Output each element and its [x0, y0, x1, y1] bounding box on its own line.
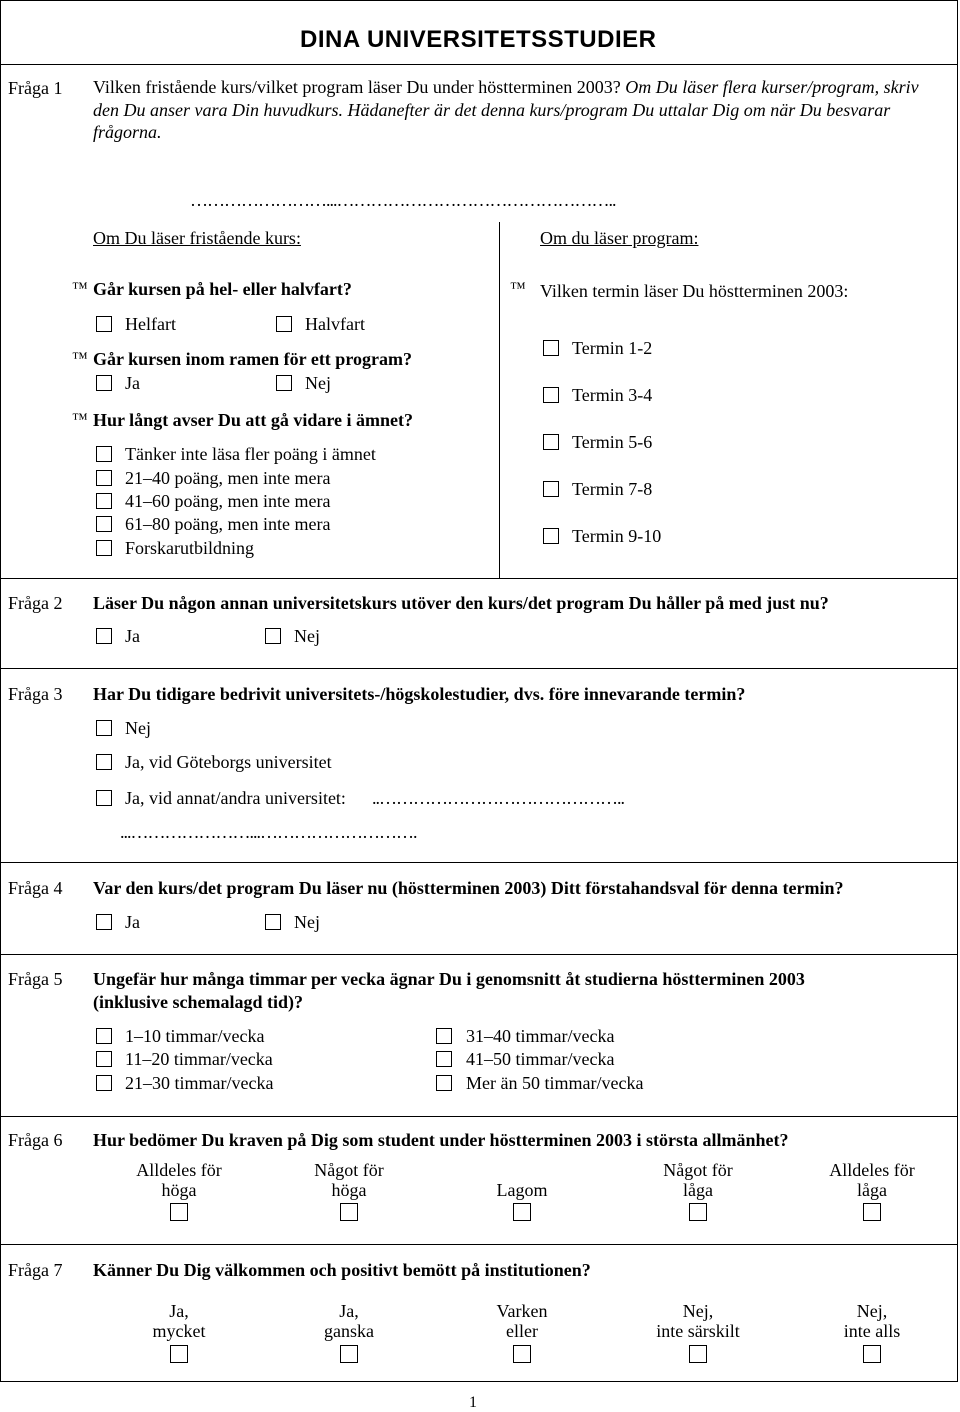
checkbox-term-1[interactable] — [543, 387, 559, 403]
q1-answer-line[interactable]: ……………………...………………………………………….. — [190, 190, 616, 210]
q6-label-3 — [623, 1161, 773, 1201]
q1-text-instruction: Om Du läser flera kurser/program, skriv den Du anser vara Din huvudkurs. Hädanefter är det denna kurs/program Du uttalar Dig om när Du besvarar frågorna. — [93, 77, 919, 142]
divider — [0, 1244, 958, 1245]
q2-number: Fråga 2 — [8, 593, 63, 613]
page-title: DINA UNIVERSITETSSTUDIER — [300, 26, 657, 53]
checkbox-continue-4[interactable] — [96, 540, 112, 556]
divider — [0, 1116, 958, 1117]
option-q5-0: 1–10 timmar/vecka — [125, 1026, 265, 1046]
checkbox-q3-other[interactable] — [96, 790, 112, 806]
checkbox-q4-nej[interactable] — [265, 914, 281, 930]
option-term-0: Termin 1-2 — [572, 338, 653, 358]
q7-label-2 — [447, 1302, 597, 1342]
option-q4-nej: Nej — [294, 912, 320, 932]
checkbox-halvfart[interactable] — [276, 316, 292, 332]
program-heading: Om du läser program: — [540, 228, 699, 248]
q6-label-0-line-1: Alldeles för — [136, 1160, 222, 1180]
q5-text-line-2: (inklusive schemalagd tid)? — [93, 992, 304, 1012]
q3-answer-line-1[interactable]: ..…………………………………….. — [372, 788, 624, 808]
option-q4-ja: Ja — [125, 912, 140, 932]
checkbox-q7-4[interactable] — [863, 1345, 881, 1363]
checkbox-q2-nej[interactable] — [265, 628, 281, 644]
q7-label-3 — [623, 1302, 773, 1342]
option-q5-3: 31–40 timmar/vecka — [466, 1026, 615, 1046]
q5-text-line-1: Ungefär hur många timmar per vecka ägnar Du i genomsnitt åt studierna höstterminen 2003 — [93, 969, 805, 989]
q6-label-1 — [274, 1161, 424, 1201]
q1-number: Fråga 1 — [8, 78, 63, 98]
checkbox-continue-0[interactable] — [96, 446, 112, 462]
course-heading: Om Du läser fristående kurs: — [93, 228, 301, 248]
checkbox-program-ja[interactable] — [96, 375, 112, 391]
option-q5-5: Mer än 50 timmar/vecka — [466, 1073, 644, 1093]
column-divider — [499, 222, 500, 578]
checkbox-q6-3[interactable] — [689, 1203, 707, 1221]
checkbox-q5-4[interactable] — [436, 1051, 452, 1067]
q6-label-4 — [797, 1161, 947, 1201]
program-term-question: Vilken termin läser Du höstterminen 2003: — [540, 281, 849, 301]
q7-label-2-line-1: Varken — [496, 1301, 548, 1321]
q4-text: Var den kurs/det program Du läser nu (höstterminen 2003) Ditt förstahandsval för denna termin? — [93, 878, 844, 898]
checkbox-q6-4[interactable] — [863, 1203, 881, 1221]
checkbox-q4-ja[interactable] — [96, 914, 112, 930]
q7-label-1-line-1: Ja, — [339, 1301, 359, 1321]
checkbox-q7-0[interactable] — [170, 1345, 188, 1363]
option-q2-nej: Nej — [294, 626, 320, 646]
option-q2-ja: Ja — [125, 626, 140, 646]
q3-number: Fråga 3 — [8, 684, 63, 704]
divider — [0, 954, 958, 955]
checkbox-q5-5[interactable] — [436, 1075, 452, 1091]
q6-label-2-line-2: Lagom — [496, 1179, 548, 1200]
q3-answer-line-2[interactable]: ...…………………...………………………. — [120, 822, 417, 842]
q6-label-4-line-1: Alldeles för — [829, 1160, 915, 1180]
checkbox-q6-1[interactable] — [340, 1203, 358, 1221]
option-term-1: Termin 3-4 — [572, 385, 653, 405]
option-q5-2: 21–30 timmar/vecka — [125, 1073, 274, 1093]
q3-text: Har Du tidigare bedrivit universitets-/högskolestudier, dvs. före innevarande termin? — [93, 684, 746, 704]
option-q5-1: 11–20 timmar/vecka — [125, 1049, 273, 1069]
option-term-3: Termin 7-8 — [572, 479, 653, 499]
q5-number: Fråga 5 — [8, 969, 63, 989]
option-q5-4: 41–50 timmar/vecka — [466, 1049, 615, 1069]
q7-label-0 — [104, 1302, 254, 1342]
course-pace-question: Går kursen på hel- eller halvfart? — [93, 279, 352, 299]
q7-text: Känner Du Dig välkommen och positivt bemött på institutionen? — [93, 1260, 591, 1280]
tm-symbol: ™ — [72, 280, 88, 297]
option-continue-4: Forskarutbildning — [125, 538, 254, 558]
checkbox-program-nej[interactable] — [276, 375, 292, 391]
course-continue-question: Hur långt avser Du att gå vidare i ämnet? — [93, 410, 413, 430]
tm-symbol: ™ — [72, 411, 88, 428]
checkbox-q3-nej[interactable] — [96, 720, 112, 736]
q1-text — [93, 76, 933, 144]
q6-number: Fråga 6 — [8, 1130, 63, 1150]
checkbox-q3-gu[interactable] — [96, 754, 112, 770]
q6-label-4-line-2: låga — [857, 1179, 887, 1200]
checkbox-q5-3[interactable] — [436, 1028, 452, 1044]
option-q3-other: Ja, vid annat/andra universitet: — [125, 788, 346, 808]
q7-label-0-line-1: Ja, — [169, 1301, 189, 1321]
divider — [0, 862, 958, 863]
q6-text: Hur bedömer Du kraven på Dig som student under höstterminen 2003 i största allmänhet? — [93, 1130, 789, 1150]
option-continue-0: Tänker inte läsa fler poäng i ämnet — [125, 444, 376, 464]
q6-label-3-line-1: Något för — [663, 1160, 733, 1180]
q6-label-3-line-2: låga — [683, 1179, 713, 1200]
divider — [0, 64, 958, 65]
q6-label-1-line-1: Något för — [314, 1160, 384, 1180]
checkbox-continue-1[interactable] — [96, 470, 112, 486]
option-continue-2: 41–60 poäng, men inte mera — [125, 491, 331, 511]
option-term-4: Termin 9-10 — [572, 526, 662, 546]
tm-symbol: ™ — [72, 350, 88, 367]
q6-label-0-line-2: höga — [161, 1179, 197, 1200]
q1-text-main: Vilken fristående kurs/vilket program läser Du under höstterminen 2003? — [93, 77, 621, 97]
checkbox-q5-2[interactable] — [96, 1075, 112, 1091]
checkbox-helfart[interactable] — [96, 316, 112, 332]
tm-symbol: ™ — [510, 280, 526, 297]
option-program-nej: Nej — [305, 373, 331, 393]
checkbox-q6-0[interactable] — [170, 1203, 188, 1221]
checkbox-q7-3[interactable] — [689, 1345, 707, 1363]
option-program-ja: Ja — [125, 373, 140, 393]
divider — [0, 668, 958, 669]
q4-number: Fråga 4 — [8, 878, 63, 898]
checkbox-continue-2[interactable] — [96, 493, 112, 509]
q2-text: Läser Du någon annan universitetskurs utöver den kurs/det program Du håller på med just nu? — [93, 593, 829, 613]
option-helfart: Helfart — [125, 314, 176, 334]
q7-label-2-line-2: eller — [506, 1320, 538, 1341]
q6-label-2 — [447, 1161, 597, 1201]
checkbox-q2-ja[interactable] — [96, 628, 112, 644]
option-term-2: Termin 5-6 — [572, 432, 653, 452]
checkbox-q7-2[interactable] — [513, 1345, 531, 1363]
q7-label-4-line-1: Nej, — [856, 1301, 888, 1321]
q6-label-1-line-2: höga — [331, 1179, 367, 1200]
q7-label-4-line-2: inte alls — [843, 1320, 901, 1341]
q7-label-3-line-2: inte särskilt — [656, 1320, 740, 1341]
checkbox-q5-1[interactable] — [96, 1051, 112, 1067]
checkbox-q7-1[interactable] — [340, 1345, 358, 1363]
option-continue-3: 61–80 poäng, men inte mera — [125, 514, 331, 534]
checkbox-term-2[interactable] — [543, 434, 559, 450]
checkbox-term-3[interactable] — [543, 481, 559, 497]
page-number: 1 — [469, 1394, 477, 1411]
option-q3-nej: Nej — [125, 718, 151, 738]
option-continue-1: 21–40 poäng, men inte mera — [125, 468, 331, 488]
q7-number: Fråga 7 — [8, 1260, 63, 1280]
q7-label-0-line-2: mycket — [152, 1320, 206, 1341]
checkbox-term-0[interactable] — [543, 340, 559, 356]
q7-label-1 — [274, 1302, 424, 1342]
option-q3-gu: Ja, vid Göteborgs universitet — [125, 752, 332, 772]
checkbox-continue-3[interactable] — [96, 516, 112, 532]
checkbox-q6-2[interactable] — [513, 1203, 531, 1221]
divider — [0, 578, 958, 579]
course-program-question: Går kursen inom ramen för ett program? — [93, 349, 412, 369]
q6-label-0 — [104, 1161, 254, 1201]
checkbox-term-4[interactable] — [543, 528, 559, 544]
q7-label-1-line-2: ganska — [324, 1320, 374, 1341]
checkbox-q5-0[interactable] — [96, 1028, 112, 1044]
q7-label-4 — [797, 1302, 947, 1342]
q7-label-3-line-1: Nej, — [682, 1301, 714, 1321]
option-halvfart: Halvfart — [305, 314, 365, 334]
